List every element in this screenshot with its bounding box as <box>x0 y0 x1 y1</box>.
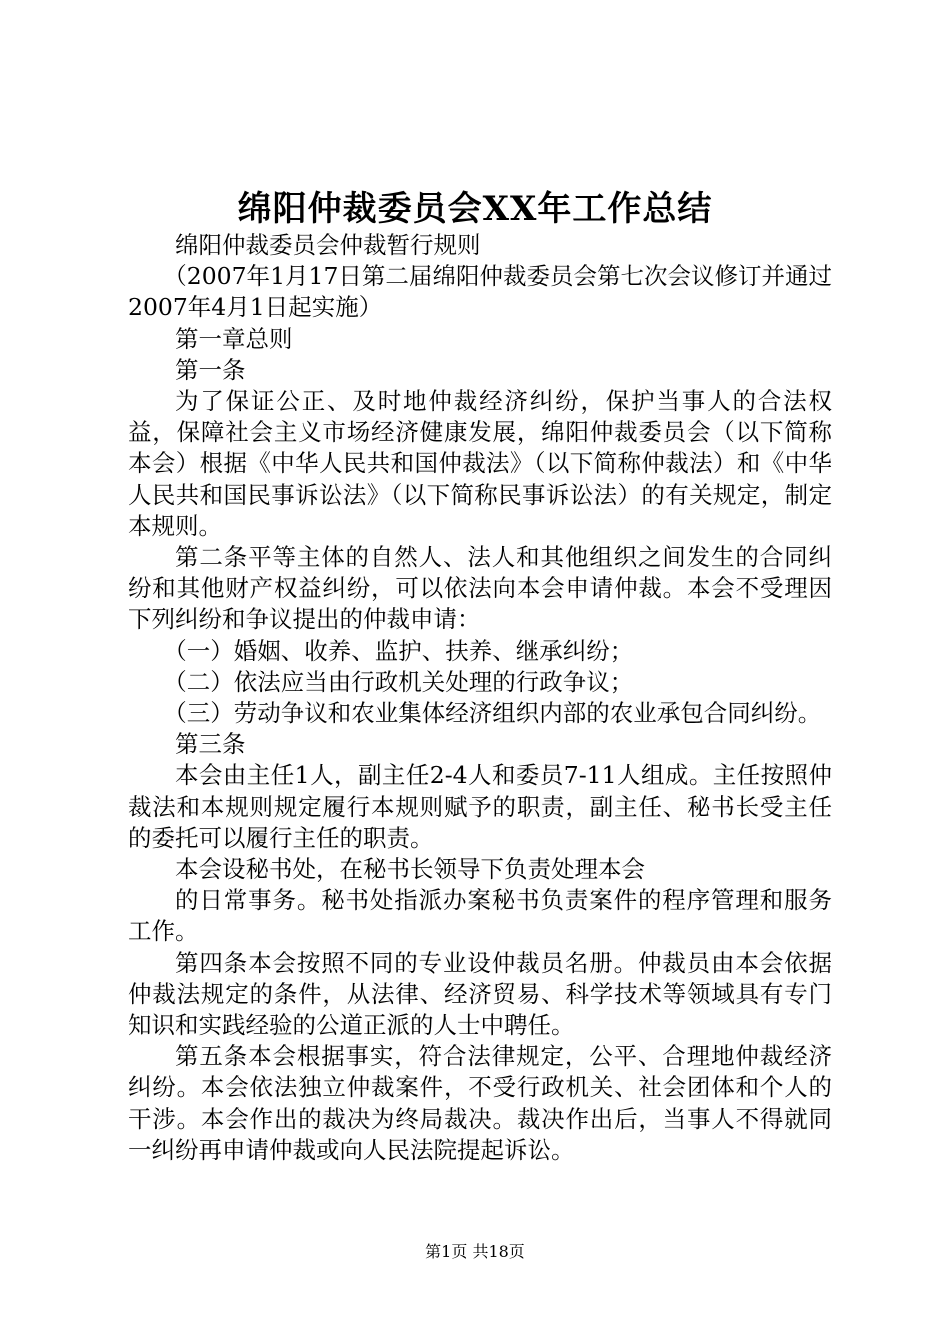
page-indicator: 第1页 共18页 <box>425 1242 525 1261</box>
document-title: 绵阳仲裁委员会XX年工作总结 <box>237 189 713 229</box>
chapter-heading: 第一章总则 <box>175 324 293 353</box>
paragraph: 第五条本会根据事实，符合法律规定，公平、合理地仲裁经济纠纷。本会依法独立仲裁案件，不受行政机关、社会团体和个人的干涉。本会作出的裁决为终局裁决。裁决作出后，当事人不得就同一纠纷再申请仲裁或向人民法院提起诉讼。 <box>128 1042 832 1164</box>
article-heading: 第一条 <box>175 355 246 384</box>
rules-heading: 绵阳仲裁委员会仲裁暂行规则 <box>175 231 481 259</box>
paragraph: 本会由主任1人，副主任2-4人和委员7-11人组成。主任按照仲裁法和本规则规定履行本规则赋予的职责，副主任、秘书长受主任的委托可以履行主任的职责。 <box>128 761 832 852</box>
list-item: （一）婚姻、收养、监护、扶养、继承纠纷； <box>163 636 634 665</box>
paragraph: 的日常事务。秘书处指派办案秘书负责案件的程序管理和服务工作。 <box>128 886 832 946</box>
list-item: （二）依法应当由行政机关处理的行政争议； <box>163 667 634 696</box>
paragraph: 本会设秘书处，在秘书长领导下负责处理本会 <box>175 855 645 884</box>
revision-note: （2007年1月17日第二届绵阳仲裁委员会第七次会议修订并通过2007年4月1日起实施） <box>128 262 832 322</box>
paragraph: 第二条平等主体的自然人、法人和其他组织之间发生的合同纠纷和其他财产权益纠纷，可以依法向本会申请仲裁。本会不受理因下列纠纷和争议提出的仲裁申请： <box>128 543 832 634</box>
paragraph: 为了保证公正、及时地仲裁经济纠纷，保护当事人的合法权益，保障社会主义市场经济健康发展，绵阳仲裁委员会（以下简称本会）根据《中华人民共和国仲裁法》（以下简称仲裁法）和《中华人民共和国民事诉讼法》（以下简称民事诉讼法）的有关规定，制定本规则。 <box>128 387 832 540</box>
document-body <box>128 230 832 1166</box>
article-heading: 第三条 <box>175 730 246 759</box>
list-item: （三）劳动争议和农业集体经济组织内部的农业承包合同纠纷。 <box>163 699 822 728</box>
paragraph: 第四条本会按照不同的专业设仲裁员名册。仲裁员由本会依据仲裁法规定的条件，从法律、经济贸易、科学技术等领域具有专门知识和实践经验的公道正派的人士中聘任。 <box>128 948 832 1040</box>
